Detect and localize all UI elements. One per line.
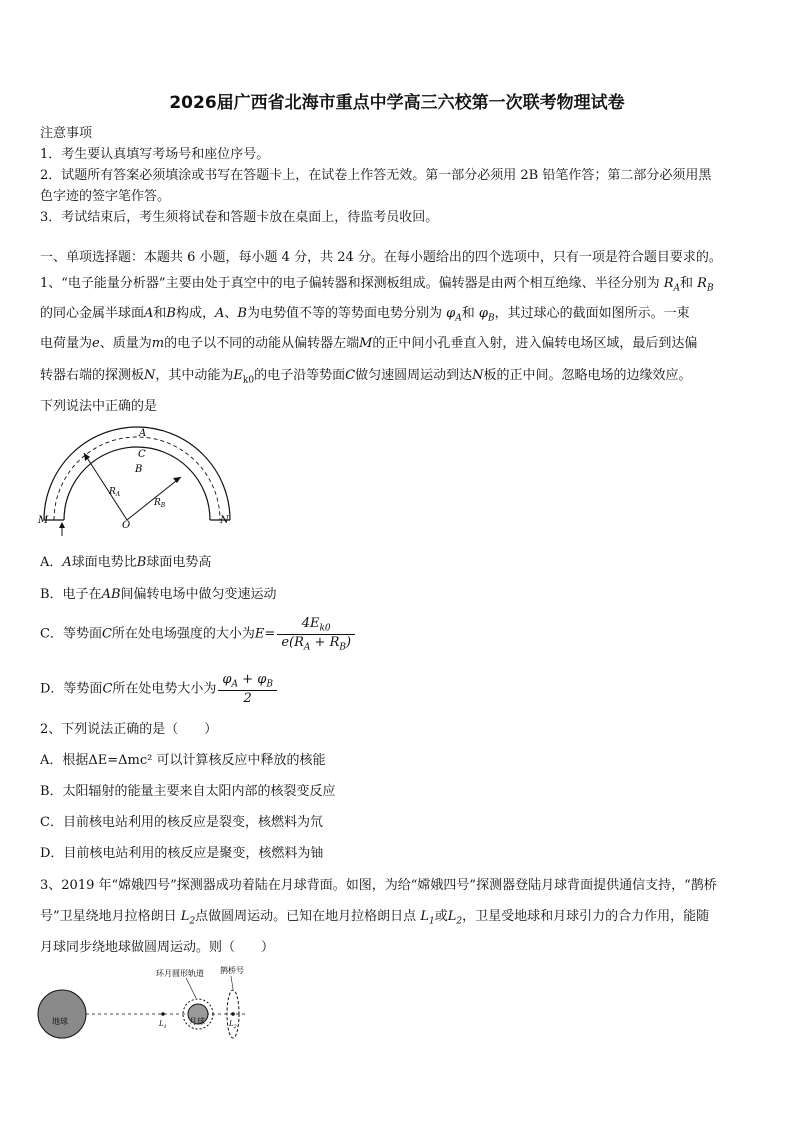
moon-label: 月球	[189, 1017, 205, 1026]
q3-stem-line: 3、2019 年“嫦娥四号”探测器成功着陆在月球背面。如图，为给“嫦娥四号”探测器登陆月球背面提供通信支持，“鹊桥	[40, 878, 717, 893]
q1-stem-line: 的同心金属半球面A和B构成，A、B为电势值不等的等势面电势分别为 $\varphi_A$和 $\varphi_B$，其过球心的截面如图所示。一束	[40, 306, 690, 324]
l1-label: $L_1$	[159, 1020, 167, 1030]
label-rb: $R_B$	[154, 498, 166, 509]
page-title: 2026届广西省北海市重点中学高三六校第一次联考物理试卷	[169, 93, 625, 113]
q1-stem-line: 1、“电子能量分析器”主要由处于真空中的电子偏转器和探测板组成。偏转器是由两个相互绝缘、半径分别为 $R_A$和 $R_B$	[40, 276, 714, 294]
orbit-label: 环月圆形轨道	[156, 969, 204, 978]
label-c: C	[138, 449, 146, 460]
earth-moon-diagram	[36, 962, 256, 1042]
label-ra: $R_A$	[109, 487, 121, 498]
deflector-diagram	[36, 424, 236, 539]
relay-label: 鹊桥号	[220, 966, 244, 975]
earth-label: 地球	[52, 1017, 68, 1026]
q2-option-c: C．目前核电站利用的核反应是裂变，核燃料为氘	[40, 815, 323, 830]
q1-question: 下列说法中正确的是	[40, 399, 158, 414]
q2-option-d: D．目前核电站利用的核反应是聚变，核燃料为铀	[40, 846, 324, 861]
q1-option-b: B．电子在AB间偏转电场中做匀变速运动	[40, 587, 277, 602]
q2-stem: 2、下列说法正确的是（ ）	[40, 722, 218, 737]
notice-item: 3．考试结束后，考生须将试卷和答题卡放在桌面上，待监考员收回。	[40, 210, 439, 225]
q1-option-a: A．A球面电势比B球面电势高	[40, 555, 212, 570]
q2-option-a: A．根据ΔE=Δmc² 可以计算核反应中释放的核能	[40, 753, 326, 768]
label-n: N	[220, 515, 229, 526]
notice-item: 2．试题所有答案必须填涂或书写在答题卡上，在试卷上作答无效。第一部分必须用 2B 铅笔作答；第二部分必须用黑	[40, 168, 712, 183]
q1-option-d: D．等势面C所在处电势大小为 $\frac{\varphi_A + \varphi_B}{2}$	[40, 672, 279, 706]
q2-option-b: B．太阳辐射的能量主要来自太阳内部的核裂变反应	[40, 784, 336, 799]
q1-stem-line: 电荷量为e、质量为m的电子以不同的动能从偏转器左端M的正中间小孔垂直入射，进入偏转电场区域，最后到达偏	[40, 336, 698, 351]
fraction: $\frac{4E_{k0}}{e(R_A + R_B)}$	[277, 616, 355, 652]
label-a: A	[139, 428, 147, 439]
q1-option-c: C．等势面C所在处电场强度的大小为E= $\frac{4E_{k0}}{e(R_A + R_B)}$	[40, 616, 357, 652]
fraction: $\frac{\varphi_A + \varphi_B}{2}$	[218, 672, 277, 706]
notice-heading: 注意事项	[40, 126, 93, 141]
notice-item: 色字迹的签字笔作答。	[40, 189, 171, 204]
q3-stem-line: 月球同步绕地球做圆周运动。则（ ）	[40, 940, 275, 955]
l2-label: $L_2$	[229, 1020, 237, 1030]
q3-stem-line: 号”卫星绕地月拉格朗日 $L_2$点做圆周运动。已知在地月拉格朗日点 $L_1$或$L_2$，卫星受地球和月球引力的合力作用，能随	[40, 909, 710, 927]
section-heading: 一、单项选择题：本题共 6 小题，每小题 4 分，共 24 分。在每小题给出的四个选项中，只有一项是符合题目要求的。	[40, 250, 722, 265]
q1-stem-line: 转器右端的探测板N，其中动能为$E_{k0}$的电子沿等势面C做匀速圆周运动到达N板的正中间。忽略电场的边缘效应。	[40, 368, 692, 386]
earth-shape	[38, 990, 86, 1038]
label-m: M	[38, 515, 49, 526]
notice-item: 1．考生要认真填写考场号和座位序号。	[40, 147, 270, 162]
label-o: O	[122, 520, 131, 531]
label-b: B	[135, 464, 143, 475]
